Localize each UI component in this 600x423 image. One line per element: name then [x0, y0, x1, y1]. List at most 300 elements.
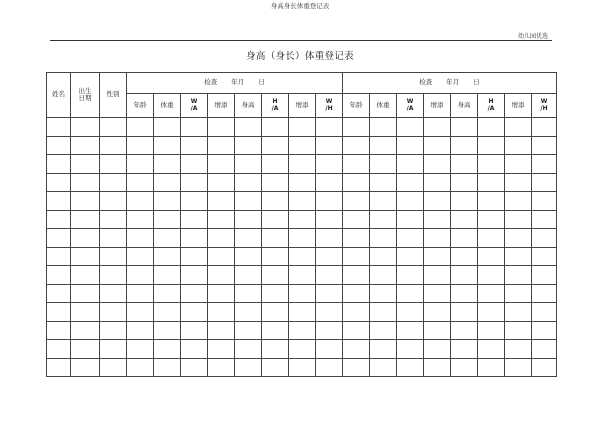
table-cell[interactable] [478, 266, 505, 285]
table-cell[interactable] [424, 321, 451, 340]
table-cell[interactable] [127, 229, 154, 248]
table-cell[interactable] [289, 247, 316, 266]
header-exam-group-2 [343, 73, 557, 94]
corner-label: 幼儿园优选 [517, 33, 548, 40]
table-cell[interactable] [532, 229, 557, 248]
table-cell[interactable] [181, 358, 208, 377]
table-cell[interactable] [505, 210, 532, 229]
table-cell[interactable] [262, 155, 289, 174]
table-cell[interactable] [343, 136, 370, 155]
table-cell[interactable] [100, 118, 127, 137]
table-cell[interactable] [451, 247, 478, 266]
table-cell[interactable] [181, 192, 208, 211]
table-cell[interactable] [181, 118, 208, 137]
table-cell[interactable] [208, 173, 235, 192]
table-cell[interactable] [478, 136, 505, 155]
table-cell[interactable] [343, 247, 370, 266]
table-cell[interactable] [505, 284, 532, 303]
table-cell[interactable] [424, 118, 451, 137]
exam-day-label: 日 [473, 78, 480, 87]
table-cell[interactable] [316, 340, 343, 359]
table-cell[interactable] [397, 118, 424, 137]
table-cell[interactable] [478, 340, 505, 359]
table-cell[interactable] [451, 210, 478, 229]
table-cell[interactable] [127, 340, 154, 359]
table-cell[interactable] [289, 192, 316, 211]
table-cell[interactable] [235, 173, 262, 192]
table-cell[interactable] [316, 284, 343, 303]
table-cell[interactable] [71, 340, 100, 359]
table-cell[interactable] [478, 303, 505, 322]
table-cell[interactable] [127, 136, 154, 155]
table-cell[interactable] [424, 173, 451, 192]
table-cell[interactable] [71, 247, 100, 266]
table-cell[interactable] [47, 340, 71, 359]
table-cell[interactable] [478, 173, 505, 192]
table-cell[interactable] [532, 284, 557, 303]
table-cell[interactable] [451, 358, 478, 377]
table-cell[interactable] [71, 303, 100, 322]
subheader-increase: 增添 [289, 94, 316, 118]
table-cell[interactable] [181, 210, 208, 229]
table-cell[interactable] [154, 284, 181, 303]
table-cell[interactable] [71, 321, 100, 340]
table-cell[interactable] [397, 321, 424, 340]
table-cell[interactable] [316, 229, 343, 248]
table-cell[interactable] [343, 118, 370, 137]
table-cell[interactable] [397, 247, 424, 266]
table-cell[interactable] [316, 118, 343, 137]
table-cell[interactable] [424, 210, 451, 229]
table-cell[interactable] [154, 340, 181, 359]
table-cell[interactable] [397, 303, 424, 322]
table-cell[interactable] [424, 247, 451, 266]
table-cell[interactable] [71, 155, 100, 174]
table-cell[interactable] [154, 229, 181, 248]
table-cell[interactable] [505, 358, 532, 377]
table-cell[interactable] [235, 210, 262, 229]
table-cell[interactable] [289, 210, 316, 229]
table-cell[interactable] [208, 303, 235, 322]
table-cell[interactable] [505, 340, 532, 359]
table-cell[interactable] [71, 192, 100, 211]
table-cell[interactable] [262, 136, 289, 155]
table-cell[interactable] [343, 284, 370, 303]
table-row [47, 210, 557, 229]
table-cell[interactable] [154, 192, 181, 211]
table-cell[interactable] [370, 284, 397, 303]
table-cell[interactable] [235, 118, 262, 137]
table-cell[interactable] [181, 155, 208, 174]
table-cell[interactable] [505, 118, 532, 137]
table-cell[interactable] [235, 229, 262, 248]
table-cell[interactable] [532, 247, 557, 266]
table-cell[interactable] [505, 155, 532, 174]
table-cell[interactable] [370, 136, 397, 155]
table-cell[interactable] [127, 192, 154, 211]
table-cell[interactable] [289, 303, 316, 322]
table-cell[interactable] [397, 266, 424, 285]
table-row [47, 340, 557, 359]
subheader-weight: 体重 [370, 94, 397, 118]
table-cell[interactable] [100, 192, 127, 211]
table-cell[interactable] [127, 210, 154, 229]
table-cell[interactable] [370, 155, 397, 174]
table-cell[interactable] [100, 358, 127, 377]
table-cell[interactable] [47, 210, 71, 229]
table-cell[interactable] [289, 118, 316, 137]
table-cell[interactable] [451, 266, 478, 285]
table-cell[interactable] [154, 155, 181, 174]
table-cell[interactable] [208, 229, 235, 248]
table-cell[interactable] [343, 340, 370, 359]
table-cell[interactable] [289, 136, 316, 155]
table-cell[interactable] [316, 210, 343, 229]
table-cell[interactable] [71, 284, 100, 303]
table-cell[interactable] [262, 303, 289, 322]
table-cell[interactable] [316, 155, 343, 174]
table-cell[interactable] [316, 192, 343, 211]
table-cell[interactable] [181, 247, 208, 266]
table-cell[interactable] [478, 118, 505, 137]
table-cell[interactable] [316, 266, 343, 285]
table-cell[interactable] [343, 192, 370, 211]
table-cell[interactable] [154, 321, 181, 340]
table-cell[interactable] [424, 303, 451, 322]
table-cell[interactable] [370, 266, 397, 285]
table-cell[interactable] [235, 303, 262, 322]
table-cell[interactable] [181, 136, 208, 155]
table-cell[interactable] [316, 136, 343, 155]
table-cell[interactable] [289, 340, 316, 359]
table-cell[interactable] [451, 321, 478, 340]
table-cell[interactable] [154, 136, 181, 155]
table-cell[interactable] [451, 340, 478, 359]
page-title: 身高（身长）体重登记表 [246, 51, 354, 62]
table-cell[interactable] [100, 340, 127, 359]
table-cell[interactable] [127, 284, 154, 303]
table-cell[interactable] [235, 284, 262, 303]
table-cell[interactable] [154, 303, 181, 322]
table-cell[interactable] [262, 358, 289, 377]
header-divider [50, 40, 552, 41]
table-cell[interactable] [47, 321, 71, 340]
table-cell[interactable] [370, 210, 397, 229]
table-row [47, 192, 557, 211]
table-cell[interactable] [532, 210, 557, 229]
table-cell[interactable] [47, 358, 71, 377]
table-cell[interactable] [100, 266, 127, 285]
table-cell[interactable] [127, 358, 154, 377]
table-cell[interactable] [100, 173, 127, 192]
subheader-weight-for-height: W /H [532, 94, 557, 118]
subheader-height-for-age: H /A [478, 94, 505, 118]
table-cell[interactable] [397, 210, 424, 229]
table-cell[interactable] [47, 173, 71, 192]
table-cell[interactable] [100, 210, 127, 229]
table-cell[interactable] [370, 173, 397, 192]
table-cell[interactable] [451, 229, 478, 248]
subheader-increase: 增添 [208, 94, 235, 118]
subheader-weight-for-height: W /H [316, 94, 343, 118]
table-cell[interactable] [478, 155, 505, 174]
table-cell[interactable] [208, 247, 235, 266]
table-cell[interactable] [505, 247, 532, 266]
table-cell[interactable] [100, 229, 127, 248]
table-cell[interactable] [370, 303, 397, 322]
table-cell[interactable] [316, 173, 343, 192]
table-cell[interactable] [424, 136, 451, 155]
header-exam-group-1 [127, 73, 343, 94]
table-cell[interactable] [71, 173, 100, 192]
table-cell[interactable] [154, 210, 181, 229]
table-cell[interactable] [47, 303, 71, 322]
table-cell[interactable] [289, 358, 316, 377]
table-cell[interactable] [370, 321, 397, 340]
table-cell[interactable] [451, 155, 478, 174]
exam-label: 检查 [419, 78, 433, 87]
table-cell[interactable] [289, 173, 316, 192]
table-cell[interactable] [424, 284, 451, 303]
subheader-height: 身高 [451, 94, 478, 118]
table-cell[interactable] [316, 321, 343, 340]
table-cell[interactable] [100, 284, 127, 303]
table-cell[interactable] [532, 321, 557, 340]
table-cell[interactable] [71, 210, 100, 229]
table-cell[interactable] [100, 136, 127, 155]
table-cell[interactable] [532, 173, 557, 192]
table-cell[interactable] [505, 266, 532, 285]
table-cell[interactable] [127, 247, 154, 266]
table-cell[interactable] [235, 247, 262, 266]
table-cell[interactable] [262, 192, 289, 211]
subheader-height: 身高 [235, 94, 262, 118]
table-cell[interactable] [478, 358, 505, 377]
table-cell[interactable] [235, 321, 262, 340]
table-cell[interactable] [424, 229, 451, 248]
table-cell[interactable] [343, 173, 370, 192]
table-cell[interactable] [370, 340, 397, 359]
table-cell[interactable] [289, 321, 316, 340]
table-cell[interactable] [343, 303, 370, 322]
table-cell[interactable] [289, 155, 316, 174]
table-cell[interactable] [208, 118, 235, 137]
subheader-weight-for-age: W /A [397, 94, 424, 118]
table-cell[interactable] [316, 247, 343, 266]
table-cell[interactable] [262, 229, 289, 248]
table-cell[interactable] [47, 136, 71, 155]
table-cell[interactable] [154, 118, 181, 137]
table-cell[interactable] [370, 229, 397, 248]
table-cell[interactable] [451, 173, 478, 192]
table-cell[interactable] [181, 284, 208, 303]
subheader-weight-for-age: W /A [181, 94, 208, 118]
table-cell[interactable] [181, 303, 208, 322]
table-cell[interactable] [181, 321, 208, 340]
table-cell[interactable] [262, 284, 289, 303]
table-cell[interactable] [208, 284, 235, 303]
table-cell[interactable] [397, 155, 424, 174]
table-cell[interactable] [262, 340, 289, 359]
table-cell[interactable] [397, 229, 424, 248]
table-cell[interactable] [451, 136, 478, 155]
subheader-height-for-age: H /A [262, 94, 289, 118]
table-cell[interactable] [370, 192, 397, 211]
running-header: 身高身长体重登记表 [270, 2, 330, 10]
table-cell[interactable] [532, 358, 557, 377]
table-cell[interactable] [208, 340, 235, 359]
table-cell[interactable] [478, 284, 505, 303]
table-cell[interactable] [208, 155, 235, 174]
table-cell[interactable] [478, 247, 505, 266]
table-cell[interactable] [235, 266, 262, 285]
table-cell[interactable] [208, 210, 235, 229]
table-cell[interactable] [181, 340, 208, 359]
table-cell[interactable] [47, 266, 71, 285]
table-row [47, 358, 557, 377]
table-cell[interactable] [262, 210, 289, 229]
table-cell[interactable] [424, 358, 451, 377]
table-cell[interactable] [451, 303, 478, 322]
table-cell[interactable] [424, 266, 451, 285]
header-gender: 性别 [100, 73, 127, 118]
table-cell[interactable] [71, 358, 100, 377]
table-cell[interactable] [235, 340, 262, 359]
table-cell[interactable] [71, 266, 100, 285]
table-cell[interactable] [505, 136, 532, 155]
table-row [47, 284, 557, 303]
table-cell[interactable] [181, 266, 208, 285]
table-row [47, 136, 557, 155]
table-cell[interactable] [532, 136, 557, 155]
table-cell[interactable] [397, 192, 424, 211]
table-cell[interactable] [370, 358, 397, 377]
exam-date-label: 年月 [446, 78, 460, 87]
table-cell[interactable] [127, 321, 154, 340]
table-cell[interactable] [154, 358, 181, 377]
table-cell[interactable] [505, 303, 532, 322]
table-cell[interactable] [532, 118, 557, 137]
table-cell[interactable] [370, 247, 397, 266]
table-row [47, 266, 557, 285]
table-cell[interactable] [424, 155, 451, 174]
table-cell[interactable] [262, 118, 289, 137]
table-cell[interactable] [181, 229, 208, 248]
table-cell[interactable] [316, 358, 343, 377]
table-cell[interactable] [343, 155, 370, 174]
table-row [47, 229, 557, 248]
table-cell[interactable] [505, 229, 532, 248]
table-cell[interactable] [343, 210, 370, 229]
table-cell[interactable] [47, 155, 71, 174]
table-cell[interactable] [532, 340, 557, 359]
table-cell[interactable] [262, 266, 289, 285]
table-cell[interactable] [478, 229, 505, 248]
table-cell[interactable] [262, 173, 289, 192]
table-cell[interactable] [208, 192, 235, 211]
table-cell[interactable] [235, 192, 262, 211]
table-cell[interactable] [235, 136, 262, 155]
table-cell[interactable] [532, 192, 557, 211]
table-cell[interactable] [478, 321, 505, 340]
table-cell[interactable] [424, 192, 451, 211]
table-cell[interactable] [127, 266, 154, 285]
table-row [47, 173, 557, 192]
table-cell[interactable] [47, 229, 71, 248]
table-cell[interactable] [289, 266, 316, 285]
table-cell[interactable] [154, 266, 181, 285]
table-row [47, 247, 557, 266]
table-cell[interactable] [47, 192, 71, 211]
table-cell[interactable] [397, 173, 424, 192]
table-cell[interactable] [235, 358, 262, 377]
table-cell[interactable] [532, 266, 557, 285]
table-cell[interactable] [127, 118, 154, 137]
table-cell[interactable] [181, 173, 208, 192]
table-cell[interactable] [343, 321, 370, 340]
table-cell[interactable] [127, 155, 154, 174]
table-cell[interactable] [262, 247, 289, 266]
table-cell[interactable] [478, 210, 505, 229]
table-cell[interactable] [397, 340, 424, 359]
table-cell[interactable] [424, 340, 451, 359]
table-cell[interactable] [343, 266, 370, 285]
table-cell[interactable] [208, 136, 235, 155]
table-cell[interactable] [208, 358, 235, 377]
table-cell[interactable] [100, 155, 127, 174]
table-cell[interactable] [47, 284, 71, 303]
table-cell[interactable] [397, 136, 424, 155]
table-cell[interactable] [262, 321, 289, 340]
table-cell[interactable] [127, 173, 154, 192]
table-cell[interactable] [343, 358, 370, 377]
table-cell[interactable] [154, 173, 181, 192]
table-cell[interactable] [316, 303, 343, 322]
table-row [47, 155, 557, 174]
table-cell[interactable] [532, 155, 557, 174]
table-cell[interactable] [71, 229, 100, 248]
table-cell[interactable] [343, 229, 370, 248]
table-cell[interactable] [100, 321, 127, 340]
table-cell[interactable] [71, 136, 100, 155]
subheader-increase: 增添 [424, 94, 451, 118]
table-cell[interactable] [289, 229, 316, 248]
table-cell[interactable] [154, 247, 181, 266]
table-cell[interactable] [451, 284, 478, 303]
header-name: 姓名 [47, 73, 71, 118]
table-cell[interactable] [100, 303, 127, 322]
table-cell[interactable] [532, 303, 557, 322]
table-cell[interactable] [505, 192, 532, 211]
table-cell[interactable] [47, 118, 71, 137]
table-cell[interactable] [397, 358, 424, 377]
table-cell[interactable] [478, 192, 505, 211]
table-cell[interactable] [451, 118, 478, 137]
table-cell[interactable] [451, 192, 478, 211]
table-cell[interactable] [100, 247, 127, 266]
table-cell[interactable] [235, 155, 262, 174]
table-cell[interactable] [505, 321, 532, 340]
table-cell[interactable] [208, 266, 235, 285]
table-cell[interactable] [208, 321, 235, 340]
table-cell[interactable] [505, 173, 532, 192]
table-cell[interactable] [289, 284, 316, 303]
table-cell[interactable] [71, 118, 100, 137]
table-cell[interactable] [397, 284, 424, 303]
table-cell[interactable] [370, 118, 397, 137]
table-cell[interactable] [47, 247, 71, 266]
table-cell[interactable] [127, 303, 154, 322]
